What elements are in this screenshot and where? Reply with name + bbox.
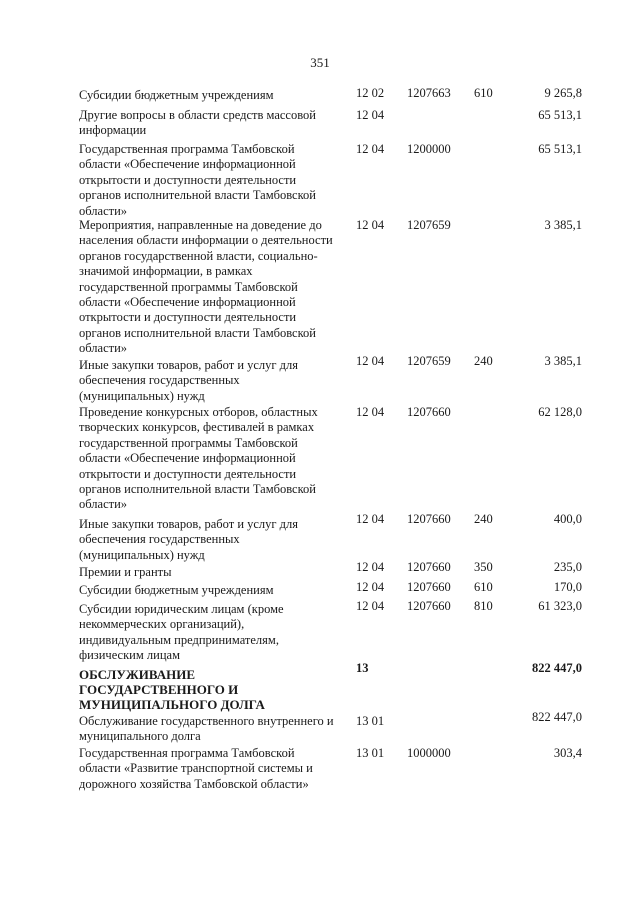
row-section: 13 01 (356, 714, 385, 728)
row-name: Субсидии юридическим лицам (кроме некоммерческих организаций), индивидуальным предпринимателям, физическим лицам (79, 602, 284, 663)
row-section: 13 (356, 661, 369, 675)
row-section: 12 04 (356, 560, 385, 574)
row-section: 12 04 (356, 142, 385, 156)
row-vr: 240 (474, 512, 493, 526)
row-name: Государственная программа Тамбовской области «Обеспечение информационной открытости и доступности деятельности органов исполнительной власти Тамбовской области» (79, 142, 316, 218)
row-csr: 1207663 (407, 86, 451, 100)
row-name: Иные закупки товаров, работ и услуг для обеспечения государственных (муниципальных) нужд (79, 358, 299, 403)
row-name: Государственная программа Тамбовской области «Развитие транспортной системы и дорожного хозяйства Тамбовской области» (79, 746, 313, 791)
row-csr: 1200000 (407, 142, 451, 156)
row-csr: 1207660 (407, 405, 451, 419)
row-vr: 240 (474, 354, 493, 368)
row-amount: 65 513,1 (538, 142, 582, 156)
row-vr: 350 (474, 560, 493, 574)
row-amount: 65 513,1 (538, 108, 582, 122)
row-amount: 822 447,0 (532, 710, 582, 724)
row-csr: 1207660 (407, 560, 451, 574)
row-name: Иные закупки товаров, работ и услуг для обеспечения государственных (муниципальных) нужд (79, 517, 299, 562)
row-section: 12 04 (356, 512, 385, 526)
row-amount: 303,4 (553, 746, 582, 760)
row-name: Мероприятия, направленные на доведение до населения области информации о деятельности органов государственной власти, социально-значимой информации, в рамках государственной программы Тамбовской области «Обеспечение информационной открытости и доступности деятельности органов исполнительной власти Тамбовской области» (79, 218, 333, 356)
row-csr: 1207660 (407, 580, 451, 594)
row-name: Обслуживание государственного внутреннего и муниципального долга (79, 714, 334, 744)
page-number: 351 (310, 55, 330, 70)
row-name: ОБСЛУЖИВАНИЕ ГОСУДАРСТВЕННОГО И МУНИЦИПАЛЬНОГО ДОЛГА (79, 667, 265, 713)
row-section: 12 04 (356, 599, 385, 613)
row-csr: 1207659 (407, 218, 451, 232)
row-vr: 610 (474, 86, 493, 100)
row-section: 12 02 (356, 86, 385, 100)
row-amount: 3 385,1 (544, 218, 582, 232)
row-amount: 61 323,0 (538, 599, 582, 613)
row-amount: 9 265,8 (544, 86, 582, 100)
row-amount: 170,0 (553, 580, 582, 594)
row-amount: 235,0 (553, 560, 582, 574)
row-amount: 62 128,0 (538, 405, 582, 419)
row-section: 12 04 (356, 405, 385, 419)
row-amount: 400,0 (553, 512, 582, 526)
row-amount: 822 447,0 (532, 661, 582, 675)
row-section: 13 01 (356, 746, 385, 760)
row-csr: 1000000 (407, 746, 451, 760)
row-section: 12 04 (356, 218, 385, 232)
row-name: Другие вопросы в области средств массовой информации (79, 108, 316, 138)
row-section: 12 04 (356, 580, 385, 594)
row-csr: 1207660 (407, 512, 451, 526)
row-vr: 810 (474, 599, 493, 613)
row-name: Субсидии бюджетным учреждениям (79, 583, 274, 597)
row-section: 12 04 (356, 354, 385, 368)
row-name: Субсидии бюджетным учреждениям (79, 88, 274, 102)
row-name: Проведение конкурсных отборов, областных творческих конкурсов, фестивалей в рамках государственной программы Тамбовской области «Обеспечение информационной открытости и доступности деятельности органов исполнительной власти Тамбовской области» (79, 405, 318, 512)
row-section: 12 04 (356, 108, 385, 122)
row-csr: 1207659 (407, 354, 451, 368)
row-csr: 1207660 (407, 599, 451, 613)
row-amount: 3 385,1 (544, 354, 582, 368)
row-vr: 610 (474, 580, 493, 594)
row-name: Премии и гранты (79, 565, 172, 579)
